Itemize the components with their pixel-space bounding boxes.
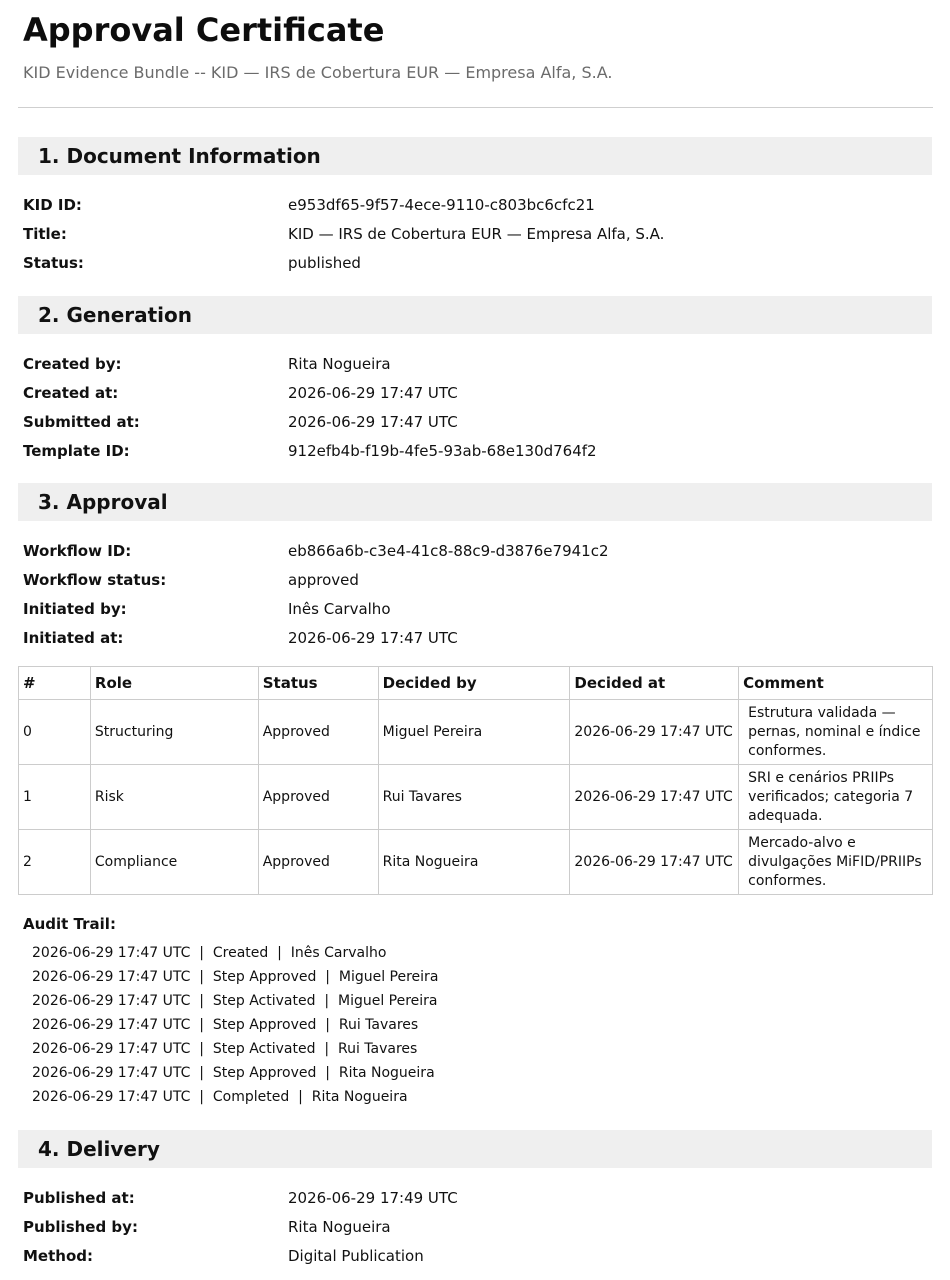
audit-trail-entry: 2026-06-29 17:47 UTC | Step Activated | Rui Tavares: [32, 1041, 418, 1057]
field-label: Published by:: [23, 1218, 138, 1236]
cell-comment: SRI e cenários PRIIPs verificados; categoria 7 adequada.: [739, 765, 933, 830]
cell-role: Compliance: [90, 830, 258, 895]
column-header-comment: Comment: [739, 667, 933, 700]
field-value: approved: [288, 571, 359, 589]
column-header-status: Status: [258, 667, 378, 700]
section-heading-generation: 2. Generation: [18, 296, 932, 334]
field-label: Method:: [23, 1247, 93, 1265]
audit-trail-entry: 2026-06-29 17:47 UTC | Step Approved | Rui Tavares: [32, 1017, 419, 1033]
column-header-index: #: [19, 667, 91, 700]
field-row-method: [23, 1246, 923, 1275]
cell-decided-by: Rita Nogueira: [378, 830, 570, 895]
field-value: 2026-06-29 17:49 UTC: [288, 1189, 458, 1207]
audit-trail-list: [32, 944, 438, 1112]
generation-fields: [23, 354, 923, 470]
audit-trail-entry: 2026-06-29 17:47 UTC | Completed | Rita Nogueira: [32, 1089, 408, 1105]
cell-decided-at: 2026-06-29 17:47 UTC: [570, 700, 739, 765]
section-heading-delivery: 4. Delivery: [18, 1130, 932, 1168]
field-row-title: [23, 224, 923, 253]
field-value: published: [288, 254, 361, 272]
field-label: Published at:: [23, 1189, 135, 1207]
field-value: 912efb4b-f19b-4fe5-93ab-68e130d764f2: [288, 442, 597, 460]
field-value: eb866a6b-c3e4-41c8-88c9-d3876e7941c2: [288, 542, 609, 560]
header-divider: [18, 107, 933, 108]
cell-index: 0: [19, 700, 91, 765]
column-header-decided-at: Decided at: [570, 667, 739, 700]
table-header-row: [19, 667, 933, 700]
audit-trail-entry: 2026-06-29 17:47 UTC | Step Approved | Miguel Pereira: [32, 969, 439, 985]
delivery-fields: [23, 1188, 923, 1275]
field-value: Rita Nogueira: [288, 355, 391, 373]
field-row-initiated-by: [23, 599, 923, 628]
cell-comment: Estrutura validada — pernas, nominal e índice conformes.: [739, 700, 933, 765]
field-label: Created at:: [23, 384, 119, 402]
field-row-submitted-at: [23, 412, 923, 441]
field-label: Created by:: [23, 355, 122, 373]
field-label: Submitted at:: [23, 413, 140, 431]
field-value: Digital Publication: [288, 1247, 424, 1265]
page-title: Approval Certificate: [23, 11, 385, 49]
field-label: Initiated by:: [23, 600, 127, 618]
field-value: e953df65-9f57-4ece-9110-c803bc6cfc21: [288, 196, 595, 214]
table-row: [19, 830, 933, 895]
table-row: [19, 765, 933, 830]
field-row-created-at: [23, 383, 923, 412]
table-row: [19, 700, 933, 765]
field-row-created-by: [23, 354, 923, 383]
cell-status: Approved: [258, 700, 378, 765]
audit-trail-entry: 2026-06-29 17:47 UTC | Created | Inês Carvalho: [32, 945, 387, 961]
field-row-kid-id: [23, 195, 923, 224]
cell-index: 1: [19, 765, 91, 830]
field-value: 2026-06-29 17:47 UTC: [288, 413, 458, 431]
section-heading-document-information: 1. Document Information: [18, 137, 932, 175]
approval-fields: [23, 541, 923, 657]
field-row-initiated-at: [23, 628, 923, 657]
field-label: Workflow ID:: [23, 542, 132, 560]
cell-decided-at: 2026-06-29 17:47 UTC: [570, 765, 739, 830]
page-subtitle: KID Evidence Bundle -- KID — IRS de Cobertura EUR — Empresa Alfa, S.A.: [23, 63, 613, 82]
section-heading-approval: 3. Approval: [18, 483, 932, 521]
audit-trail-entry: 2026-06-29 17:47 UTC | Step Approved | Rita Nogueira: [32, 1065, 435, 1081]
cell-role: Structuring: [90, 700, 258, 765]
field-value: 2026-06-29 17:47 UTC: [288, 384, 458, 402]
field-label: Title:: [23, 225, 67, 243]
field-row-workflow-id: [23, 541, 923, 570]
field-value: 2026-06-29 17:47 UTC: [288, 629, 458, 647]
field-value: KID — IRS de Cobertura EUR — Empresa Alfa, S.A.: [288, 225, 665, 243]
field-row-template-id: [23, 441, 923, 470]
field-value: Rita Nogueira: [288, 1218, 391, 1236]
cell-status: Approved: [258, 830, 378, 895]
field-label: Initiated at:: [23, 629, 124, 647]
field-label: Template ID:: [23, 442, 130, 460]
document-information-fields: [23, 195, 923, 282]
cell-role: Risk: [90, 765, 258, 830]
cell-decided-at: 2026-06-29 17:47 UTC: [570, 830, 739, 895]
column-header-role: Role: [90, 667, 258, 700]
field-row-published-at: [23, 1188, 923, 1217]
cell-comment: Mercado-alvo e divulgações MiFID/PRIIPs conformes.: [739, 830, 933, 895]
field-label: Status:: [23, 254, 84, 272]
approval-steps-table: [18, 666, 933, 895]
audit-trail-entry: 2026-06-29 17:47 UTC | Step Activated | Miguel Pereira: [32, 993, 438, 1009]
field-value: Inês Carvalho: [288, 600, 391, 618]
cell-decided-by: Rui Tavares: [378, 765, 570, 830]
field-row-workflow-status: [23, 570, 923, 599]
field-row-status: [23, 253, 923, 282]
field-label: Workflow status:: [23, 571, 167, 589]
column-header-decided-by: Decided by: [378, 667, 570, 700]
field-row-published-by: [23, 1217, 923, 1246]
cell-index: 2: [19, 830, 91, 895]
audit-trail-label: Audit Trail:: [23, 915, 116, 933]
cell-status: Approved: [258, 765, 378, 830]
cell-decided-by: Miguel Pereira: [378, 700, 570, 765]
field-label: KID ID:: [23, 196, 82, 214]
